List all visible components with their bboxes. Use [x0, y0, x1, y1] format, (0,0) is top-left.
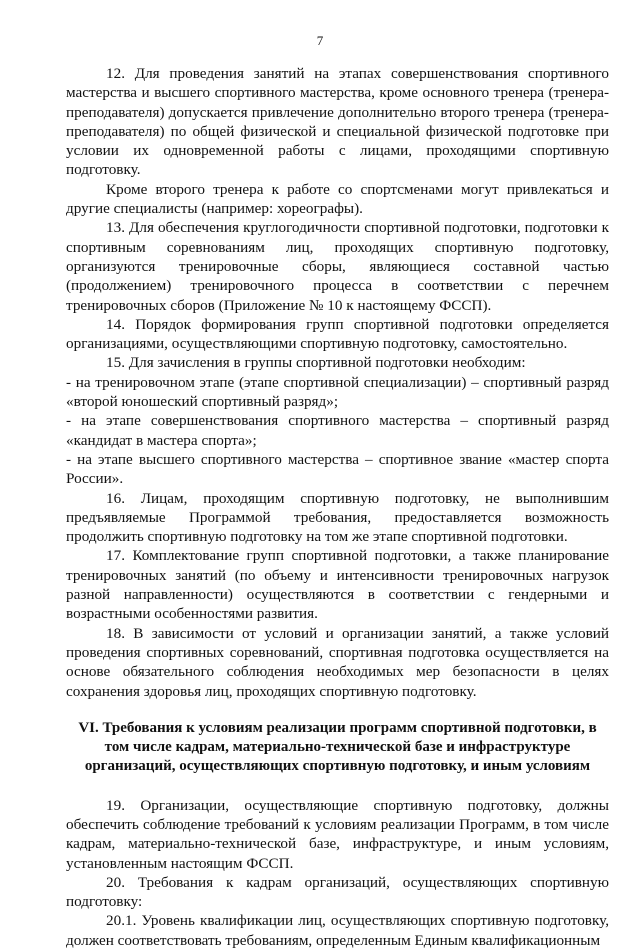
paragraph-14: 14. Порядок формирования групп спортивной подготовки определяется организациями, осуществляющими спортивную подготовку, самостоятельно. [66, 315, 609, 353]
list-item-higher-stage: - на этапе высшего спортивного мастерства – спортивное звание «мастер спорта России». [66, 450, 609, 488]
list-item-training-stage: - на тренировочном этапе (этапе спортивной специализации) – спортивный разряд «второй юношеский спортивный разряд»; [66, 373, 609, 411]
paragraph-12-note: Кроме второго тренера к работе со спортсменами могут привлекаться и другие специалисты (например: хореографы). [66, 180, 609, 218]
document-body [66, 64, 609, 950]
page-number: 7 [316, 33, 324, 48]
paragraph-17: 17. Комплектование групп спортивной подготовки, а также планирование тренировочных занятий (по объему и интенсивности тренировочных нагрузок разной направленности) осуществляются в соответствии с гендерными и возрастными особенностями развития. [66, 547, 609, 623]
paragraph-15: 15. Для зачисления в группы спортивной подготовки необходим: [106, 354, 526, 372]
paragraph-13: 13. Для обеспечения круглогодичности спортивной подготовки, подготовки к спортивным соревнованиям лиц, проходящих спортивную подготовку, организуются тренировочные сборы, являющиеся составной частью (продолжением) тренировочного процесса в соответствии с перечнем тренировочных сборов (Приложение № 10 к настоящему ФССП). [66, 219, 609, 314]
paragraph-16: 16. Лицам, проходящим спортивную подготовку, не выполнившим предъявляемые Программой требования, предоставляется возможность продолжить спортивную подготовку на том же этапе спортивной подготовки. [66, 489, 609, 546]
section-title: VI. Требования к условиям реализации программ спортивной подготовки, в том числе кадрам, материально-технической базе и инфраструктуре организаций, осуществляющих спортивную подготовку, и иным условиям [78, 719, 597, 775]
paragraph-12: 12. Для проведения занятий на этапах совершенствования спортивного мастерства и высшего спортивного мастерства, кроме основного тренера (тренера-преподавателя) допускается привлечение дополнительно второго тренера (тренера-преподавателя) по общей физической и специальной физической подготовке при условии их одновременной работы с лицами, проходящими спортивную подготовку. [66, 65, 609, 179]
paragraph-20: 20. Требования к кадрам организаций, осуществляющих спортивную подготовку: [66, 873, 609, 911]
paragraph-19: 19. Организации, осуществляющие спортивную подготовку, должны обеспечить соблюдение требований к условиям реализации Программ, в том числе кадрам, материально-технической базе, инфраструктуре, и иным условиям, установленным настоящим ФССП. [66, 796, 609, 872]
paragraph-20-1: 20.1. Уровень квалификации лиц, осуществляющих спортивную подготовку, должен соответствовать требованиям, определенным Единым квалификационным [66, 912, 609, 949]
list-item-improvement-stage: - на этапе совершенствования спортивного мастерства – спортивный разряд «кандидат в мастера спорта»; [66, 412, 609, 449]
paragraph-18: 18. В зависимости от условий и организации занятий, а также условий проведения спортивных соревнований, спортивная подготовка осуществляется на основе обязательного соблюдения необходимых мер безопасности в целях сохранения здоровья лиц, проходящих спортивную подготовку. [66, 624, 609, 700]
